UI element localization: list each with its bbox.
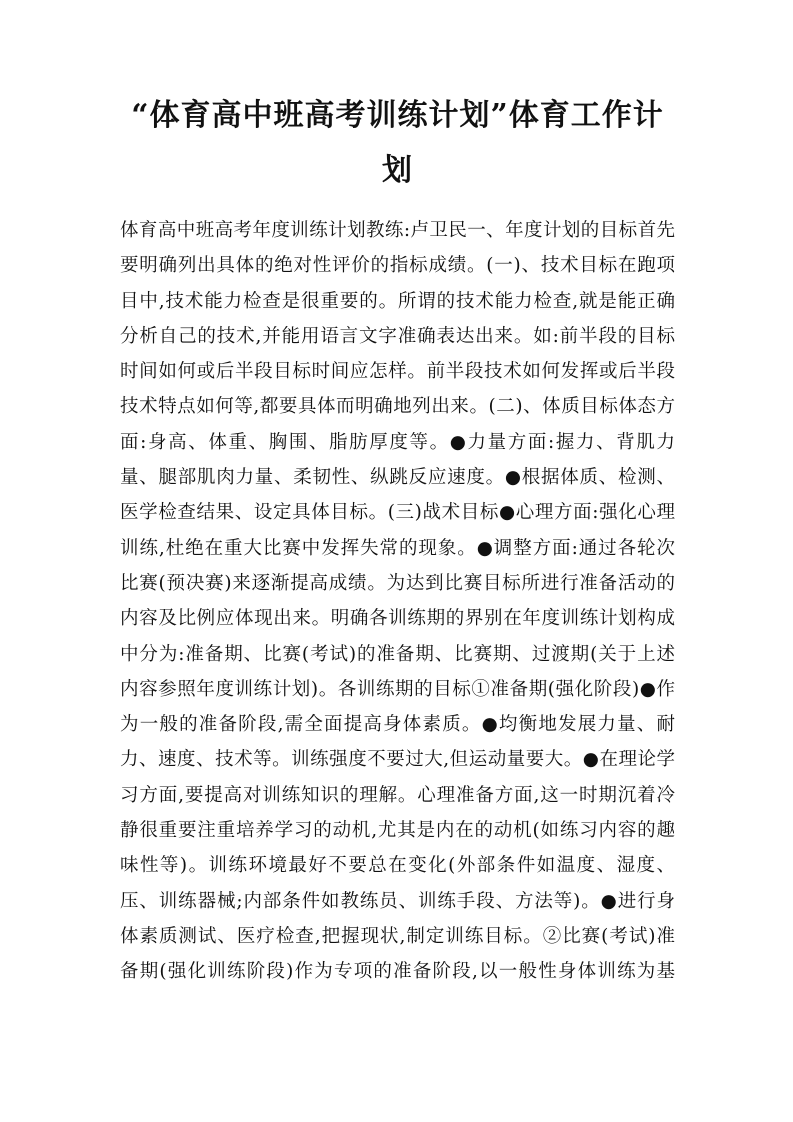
body-line: 面:身高、体重、胸围、脂肪厚度等。●力量方面:握力、背肌力: [120, 431, 675, 453]
document-body: [120, 213, 675, 990]
body-line: 味性等)。训练环境最好不要总在变化(外部条件如温度、湿度、: [120, 855, 675, 877]
body-line: 内容及比例应体现出来。明确各训练期的界别在年度训练计划构成: [120, 608, 675, 630]
body-line: 医学检查结果、设定具体目标。(三)战术目标●心理方面:强化心理: [120, 502, 675, 524]
body-line: 分析自己的技术,并能用语言文字准确表达出来。如:前半段的目标: [120, 325, 675, 347]
body-line: 技术特点如何等,都要具体而明确地列出来。(二)、体质目标体态方: [120, 396, 675, 418]
body-line: 习方面,要提高对训练知识的理解。心理准备方面,这一时期沉着冷: [120, 784, 675, 806]
title-line-1: “体育高中班高考训练计划”体育工作计: [131, 98, 664, 133]
body-line: 比赛(预决赛)来逐渐提高成绩。为达到比赛目标所进行准备活动的: [120, 572, 675, 594]
body-line: 体育高中班高考年度训练计划教练:卢卫民一、年度计划的目标首先: [120, 220, 675, 241]
title-line-2: 划: [382, 153, 413, 188]
body-line: 中分为:准备期、比赛(考试)的准备期、比赛期、过渡期(关于上述: [120, 643, 675, 665]
body-line: 要明确列出具体的绝对性评价的指标成绩。(一)、技术目标在跑项: [120, 255, 675, 277]
body-line: 压、训练器械;内部条件如教练员、训练手段、方法等)。●进行身: [120, 890, 675, 912]
document-title: [120, 88, 675, 198]
body-line: 内容参照年度训练计划)。各训练期的目标①准备期(强化阶段)●作: [120, 678, 675, 700]
body-line: 为一般的准备阶段,需全面提高身体素质。●均衡地发展力量、耐: [120, 714, 675, 736]
body-line: 量、腿部肌肉力量、柔韧性、纵跳反应速度。●根据体质、检测、: [120, 467, 675, 489]
body-line: 力、速度、技术等。训练强度不要过大,但运动量要大。●在理论学: [120, 749, 675, 771]
body-line: 体素质测试、医疗检查,把握现状,制定训练目标。②比赛(考试)准: [120, 925, 675, 947]
body-line: 备期(强化训练阶段)作为专项的准备阶段,以一般性身体训练为基: [120, 961, 675, 983]
body-line: 目中,技术能力检查是很重要的。所谓的技术能力检查,就是能正确: [120, 290, 675, 312]
body-line: 训练,杜绝在重大比赛中发挥失常的现象。●调整方面:通过各轮次: [120, 537, 675, 559]
body-line: 时间如何或后半段目标时间应怎样。前半段技术如何发挥或后半段: [120, 361, 675, 383]
body-line: 静很重要注重培养学习的动机,尤其是内在的动机(如练习内容的趣: [120, 820, 675, 842]
